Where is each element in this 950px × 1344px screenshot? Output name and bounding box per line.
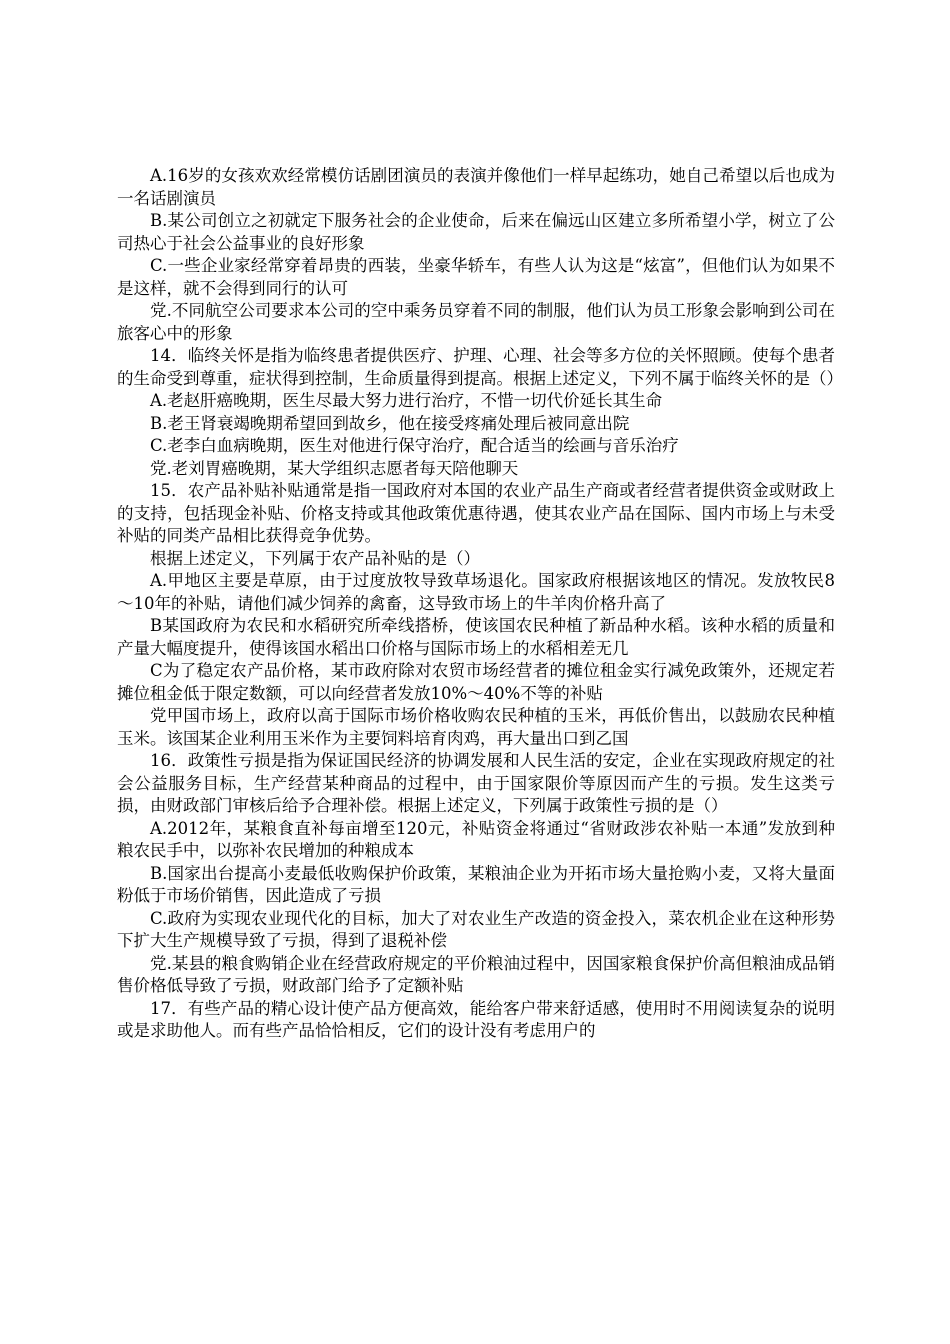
- option-16a: A.2012年，某粮食直补每亩增至120元，补贴资金将通过“省财政涉农补贴一本通”发放到种粮农民手中，以弥补农民增加的种粮成本: [117, 818, 835, 860]
- option-13a: A.16岁的女孩欢欢经常模仿话剧团演员的表演并像他们一样早起练功，她自己希望以后也成为一名话剧演员: [117, 166, 835, 208]
- question-15: 15．农产品补贴补贴通常是指一国政府对本国的农业产品生产商或者经营者提供资金或财政上的支持，包括现金补贴、价格支持或其他政策优惠待遇，使其农业产品在国际、国内市场上与未受补贴的同类产品相比获得竞争优势。: [117, 481, 835, 545]
- option-15b: B某国政府为农民和水稻研究所牵线搭桥，使该国农民种植了新品种水稻。该种水稻的质量和产量大幅度提升，使得该国水稻出口价格与国际市场上的水稻相差无几: [117, 616, 835, 658]
- option-16b: B.国家出台提高小麦最低收购保护价政策，某粮油企业为开拓市场大量抢购小麦，又将大量面粉低于市场价销售，因此造成了亏损: [117, 863, 835, 905]
- option-15d: 党甲国市场上，政府以高于国际市场价格收购农民种植的玉米，再低价售出，以鼓励农民种植玉米。该国某企业利用玉米作为主要饲料培育肉鸡，再大量出口到乙国: [117, 706, 835, 748]
- option-13c: C.一些企业家经常穿着昂贵的西装，坐豪华轿车，有些人认为这是“炫富”，但他们认为如果不是这样，就不会得到同行的认可: [117, 256, 835, 298]
- option-14d: 党.老刘胃癌晚期，某大学组织志愿者每天陪他聊天: [150, 458, 519, 478]
- question-14: 14．临终关怀是指为临终患者提供医疗、护理、心理、社会等多方位的关怀照顾。使每个患者的生命受到尊重，症状得到控制，生命质量得到提高。根据上述定义，下列不属于临终关怀的是（）: [117, 346, 843, 388]
- option-13b: B.某公司创立之初就定下服务社会的企业使命，后来在偏远山区建立多所希望小学，树立了公司热心于社会公益事业的良好形象: [117, 211, 835, 253]
- option-15c: C为了稳定农产品价格，某市政府除对农贸市场经营者的摊位租金实行减免政策外，还规定若摊位租金低于限定数额，可以向经营者发放10%～40%不等的补贴: [117, 661, 835, 703]
- option-13d: 党.不同航空公司要求本公司的空中乘务员穿着不同的制服，他们认为员工形象会影响到公司在旅客心中的形象: [117, 301, 835, 343]
- question-16: 16．政策性亏损是指为保证国民经济的协调发展和人民生活的安定，企业在实现政府规定的社会公益服务目标，生产经营某种商品的过程中，由于国家限价等原因而产生的亏损。发生这类亏损，由财政部门审核后给予合理补偿。根据上述定义，下列属于政策性亏损的是（）: [117, 751, 835, 815]
- question-17: 17．有些产品的精心设计使产品方便高效，能给客户带来舒适感，使用时不用阅读复杂的说明或是求助他人。而有些产品恰恰相反，它们的设计没有考虑用户的: [117, 998, 835, 1040]
- option-14c: C.老李白血病晚期，医生对他进行保守治疗，配合适当的绘画与音乐治疗: [150, 436, 679, 455]
- question-15-prompt: 根据上述定义，下列属于农产品补贴的是（）: [150, 548, 480, 568]
- option-14b: B.老王肾衰竭晚期希望回到故乡，他在接受疼痛处理后被同意出院: [150, 413, 630, 433]
- option-15a: A.甲地区主要是草原，由于过度放牧导致草场退化。国家政府根据该地区的情况。发放牧民8～10年的补贴，请他们减少饲养的禽畜，这导致市场上的牛羊肉价格升高了: [117, 571, 835, 613]
- option-14a: A.老赵肝癌晚期，医生尽最大努力进行治疗，不惜一切代价延长其生命: [150, 391, 663, 410]
- document-body: [117, 165, 843, 1043]
- option-16c: C.政府为实现农业现代化的目标，加大了对农业生产改造的资金投入，菜农机企业在这种形势下扩大生产规模导致了亏损，得到了退税补偿: [117, 908, 835, 950]
- option-16d: 党.某县的粮食购销企业在经营政府规定的平价粮油过程中，因国家粮食保护价高但粮油成品销售价格低导致了亏损，财政部门给予了定额补贴: [117, 953, 835, 995]
